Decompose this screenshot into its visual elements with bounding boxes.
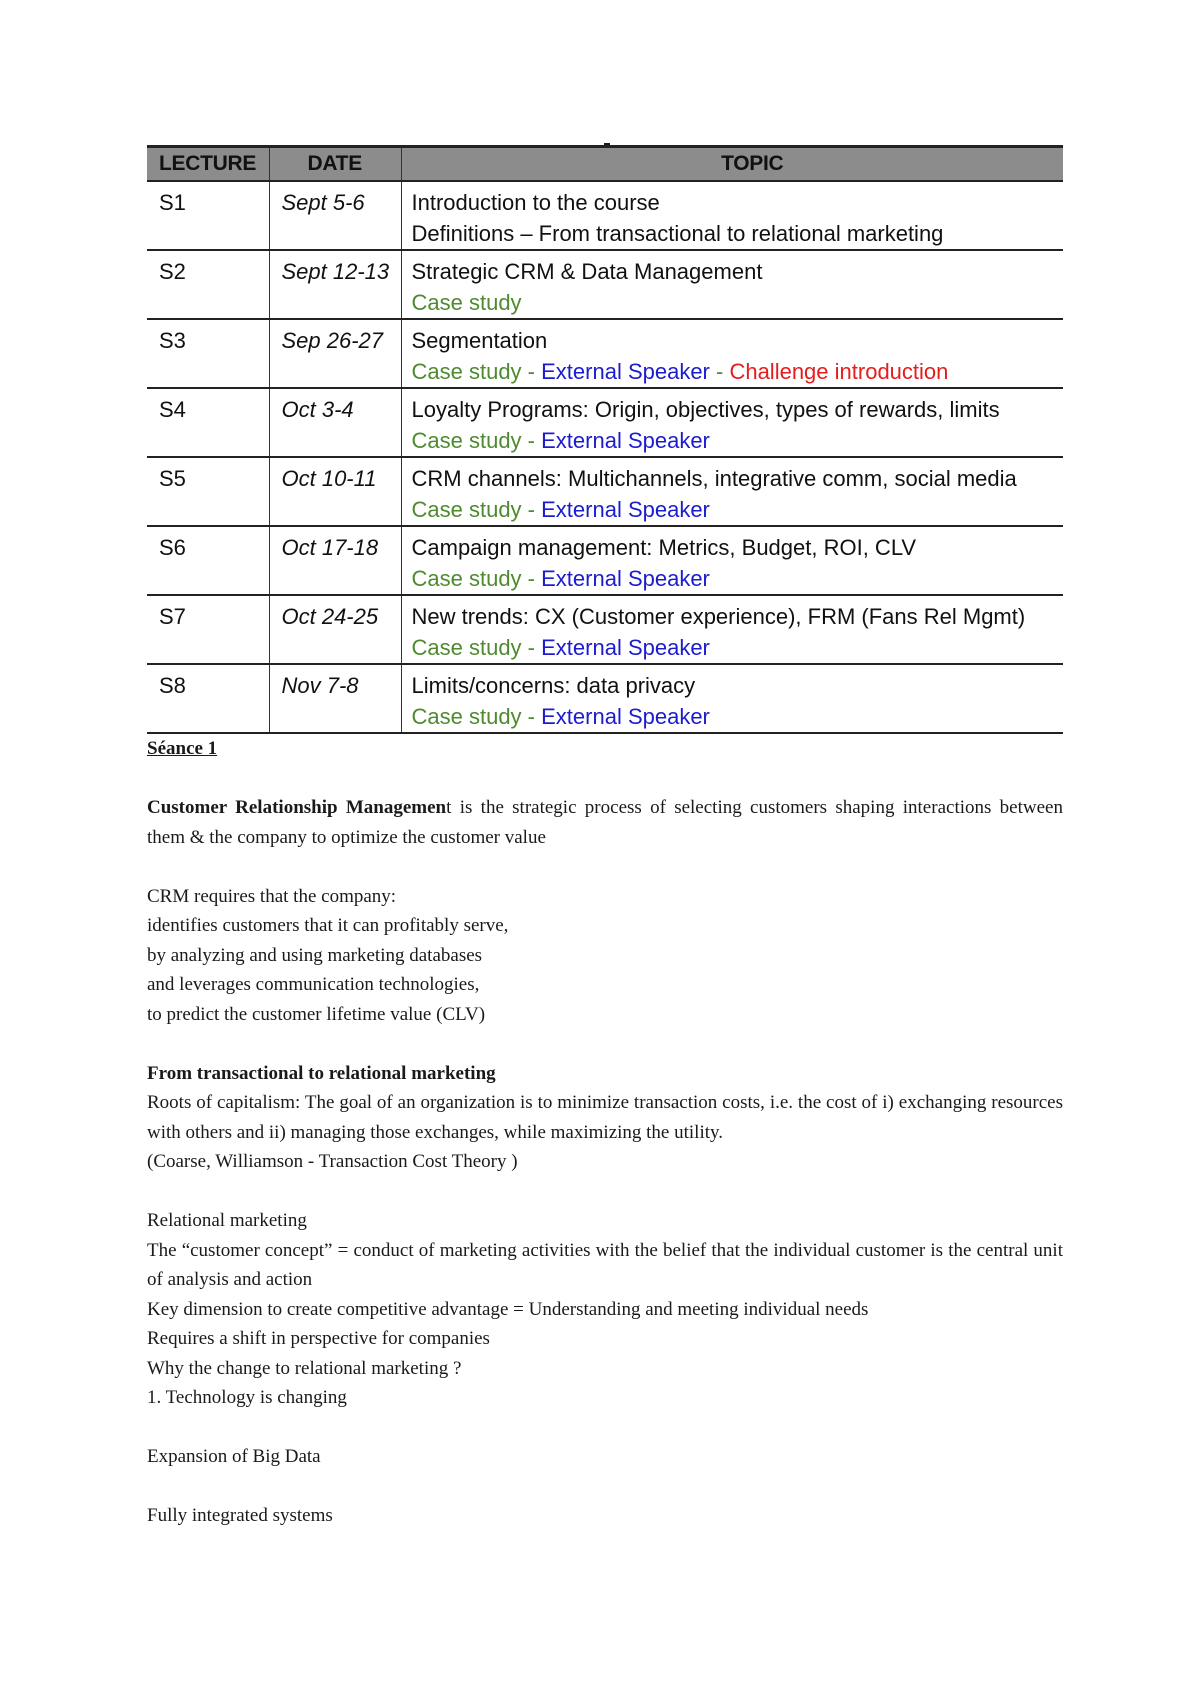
case-study-label: Case study (411, 635, 522, 660)
topic-title: Limits/concerns: data privacy (411, 673, 696, 698)
table-row (147, 526, 1063, 595)
relational-heading: Relational marketing (147, 1210, 307, 1231)
lecture-cell: S4 (147, 388, 269, 457)
lecture-cell: S7 (147, 595, 269, 664)
key-dimension: Key dimension to create competitive advantage = Understanding and meeting individual needs (147, 1298, 869, 1320)
header-topic: TOPIC (401, 147, 1063, 182)
document-page (147, 145, 1063, 1531)
topic-cell (401, 595, 1063, 664)
requirement-item: identifies customers that it can profitably serve, (147, 915, 509, 936)
topic-title: Introduction to the course (411, 190, 660, 215)
topic-cell (401, 388, 1063, 457)
separator: - (521, 635, 542, 660)
header-date: DATE (269, 147, 401, 182)
external-speaker-label: External Speaker (541, 359, 710, 384)
requirement-item: and leverages communication technologies, (147, 974, 480, 995)
lecture-cell: S6 (147, 526, 269, 595)
crm-requires: CRM requires that the company: (147, 885, 397, 907)
lecture-cell: S3 (147, 319, 269, 388)
case-study-label: Case study (411, 359, 522, 384)
topic-cell (401, 181, 1063, 250)
date-cell: Oct 3-4 (269, 388, 401, 457)
notes-body (147, 734, 1063, 1531)
date-cell: Oct 24-25 (269, 595, 401, 664)
topic-cell (401, 250, 1063, 319)
crm-definition-text: t is the strategic process of selecting customers shaping interactions between them & the company to optimize the customer value (147, 797, 1063, 848)
header-lecture: LECTURE (147, 147, 269, 182)
date-cell: Oct 17-18 (269, 526, 401, 595)
roots-paragraph: Roots of capitalism: The goal of an organization is to minimize transaction costs, i.e. the cost of i) exchanging resources with others and ii) managing those exchanges, while maximizing the utility. (147, 1092, 1063, 1143)
case-study-label: Case study (411, 704, 522, 729)
requirement-item: to predict the customer lifetime value (CLV) (147, 1003, 486, 1025)
table-row (147, 664, 1063, 733)
lecture-cell: S8 (147, 664, 269, 733)
external-speaker-label: External Speaker (541, 497, 710, 522)
date-cell: Sept 12-13 (269, 250, 401, 319)
customer-concept: The “customer concept” = conduct of marketing activities with the belief that the individual customer is the central unit of analysis and action (147, 1239, 1063, 1290)
date-cell: Sep 26-27 (269, 319, 401, 388)
separator: - (521, 359, 542, 384)
technology-item: 1. Technology is changing (147, 1387, 347, 1408)
challenge-label: Challenge introduction (729, 359, 949, 384)
external-speaker-label: External Speaker (541, 635, 710, 660)
separator: - (709, 359, 730, 384)
topic-title: CRM channels: Multichannels, integrative comm, social media (411, 466, 1017, 491)
table-header-row (147, 147, 1063, 182)
separator: - (521, 566, 542, 591)
crm-term: Customer Relationship Managemen (147, 797, 447, 818)
external-speaker-label: External Speaker (541, 428, 710, 453)
lecture-cell: S5 (147, 457, 269, 526)
topic-title: Strategic CRM & Data Management (411, 259, 763, 284)
requirement-item: by analyzing and using marketing databases (147, 944, 483, 966)
date-cell: Oct 10-11 (269, 457, 401, 526)
case-study-label: Case study (411, 497, 522, 522)
date-cell: Nov 7-8 (269, 664, 401, 733)
case-study-label: Case study (411, 290, 522, 315)
topic-detail: Definitions – From transactional to relational marketing (411, 221, 944, 246)
separator: - (521, 704, 542, 729)
topic-title: Loyalty Programs: Origin, objectives, types of rewards, limits (411, 397, 1000, 422)
case-study-label: Case study (411, 566, 522, 591)
topic-title: Segmentation (411, 328, 548, 353)
integrated-systems-item: Fully integrated systems (147, 1505, 333, 1526)
separator: - (521, 428, 542, 453)
topic-cell (401, 526, 1063, 595)
table-row (147, 595, 1063, 664)
table-row (147, 181, 1063, 250)
table-row (147, 388, 1063, 457)
topic-cell (401, 319, 1063, 388)
topic-title: Campaign management: Metrics, Budget, ROI, CLV (411, 535, 917, 560)
separator: - (521, 497, 542, 522)
lecture-cell: S1 (147, 181, 269, 250)
citation: (Coarse, Williamson - Transaction Cost Theory ) (147, 1151, 518, 1172)
why-question: Why the change to relational marketing ? (147, 1357, 462, 1379)
section-heading: From transactional to relational marketing (147, 1062, 496, 1084)
seance-heading: Séance 1 (147, 738, 218, 759)
topic-title: New trends: CX (Customer experience), FRM (Fans Rel Mgmt) (411, 604, 1026, 629)
date-cell: Sept 5-6 (269, 181, 401, 250)
lecture-cell: S2 (147, 250, 269, 319)
crm-definition (147, 793, 1063, 852)
table-row (147, 457, 1063, 526)
topic-cell (401, 457, 1063, 526)
table-row (147, 319, 1063, 388)
case-study-label: Case study (411, 428, 522, 453)
shift-text: Requires a shift in perspective for companies (147, 1328, 490, 1349)
external-speaker-label: External Speaker (541, 704, 710, 729)
big-data-item: Expansion of Big Data (147, 1446, 321, 1467)
topic-cell (401, 664, 1063, 733)
table-row (147, 250, 1063, 319)
schedule-table (147, 145, 1063, 734)
external-speaker-label: External Speaker (541, 566, 710, 591)
